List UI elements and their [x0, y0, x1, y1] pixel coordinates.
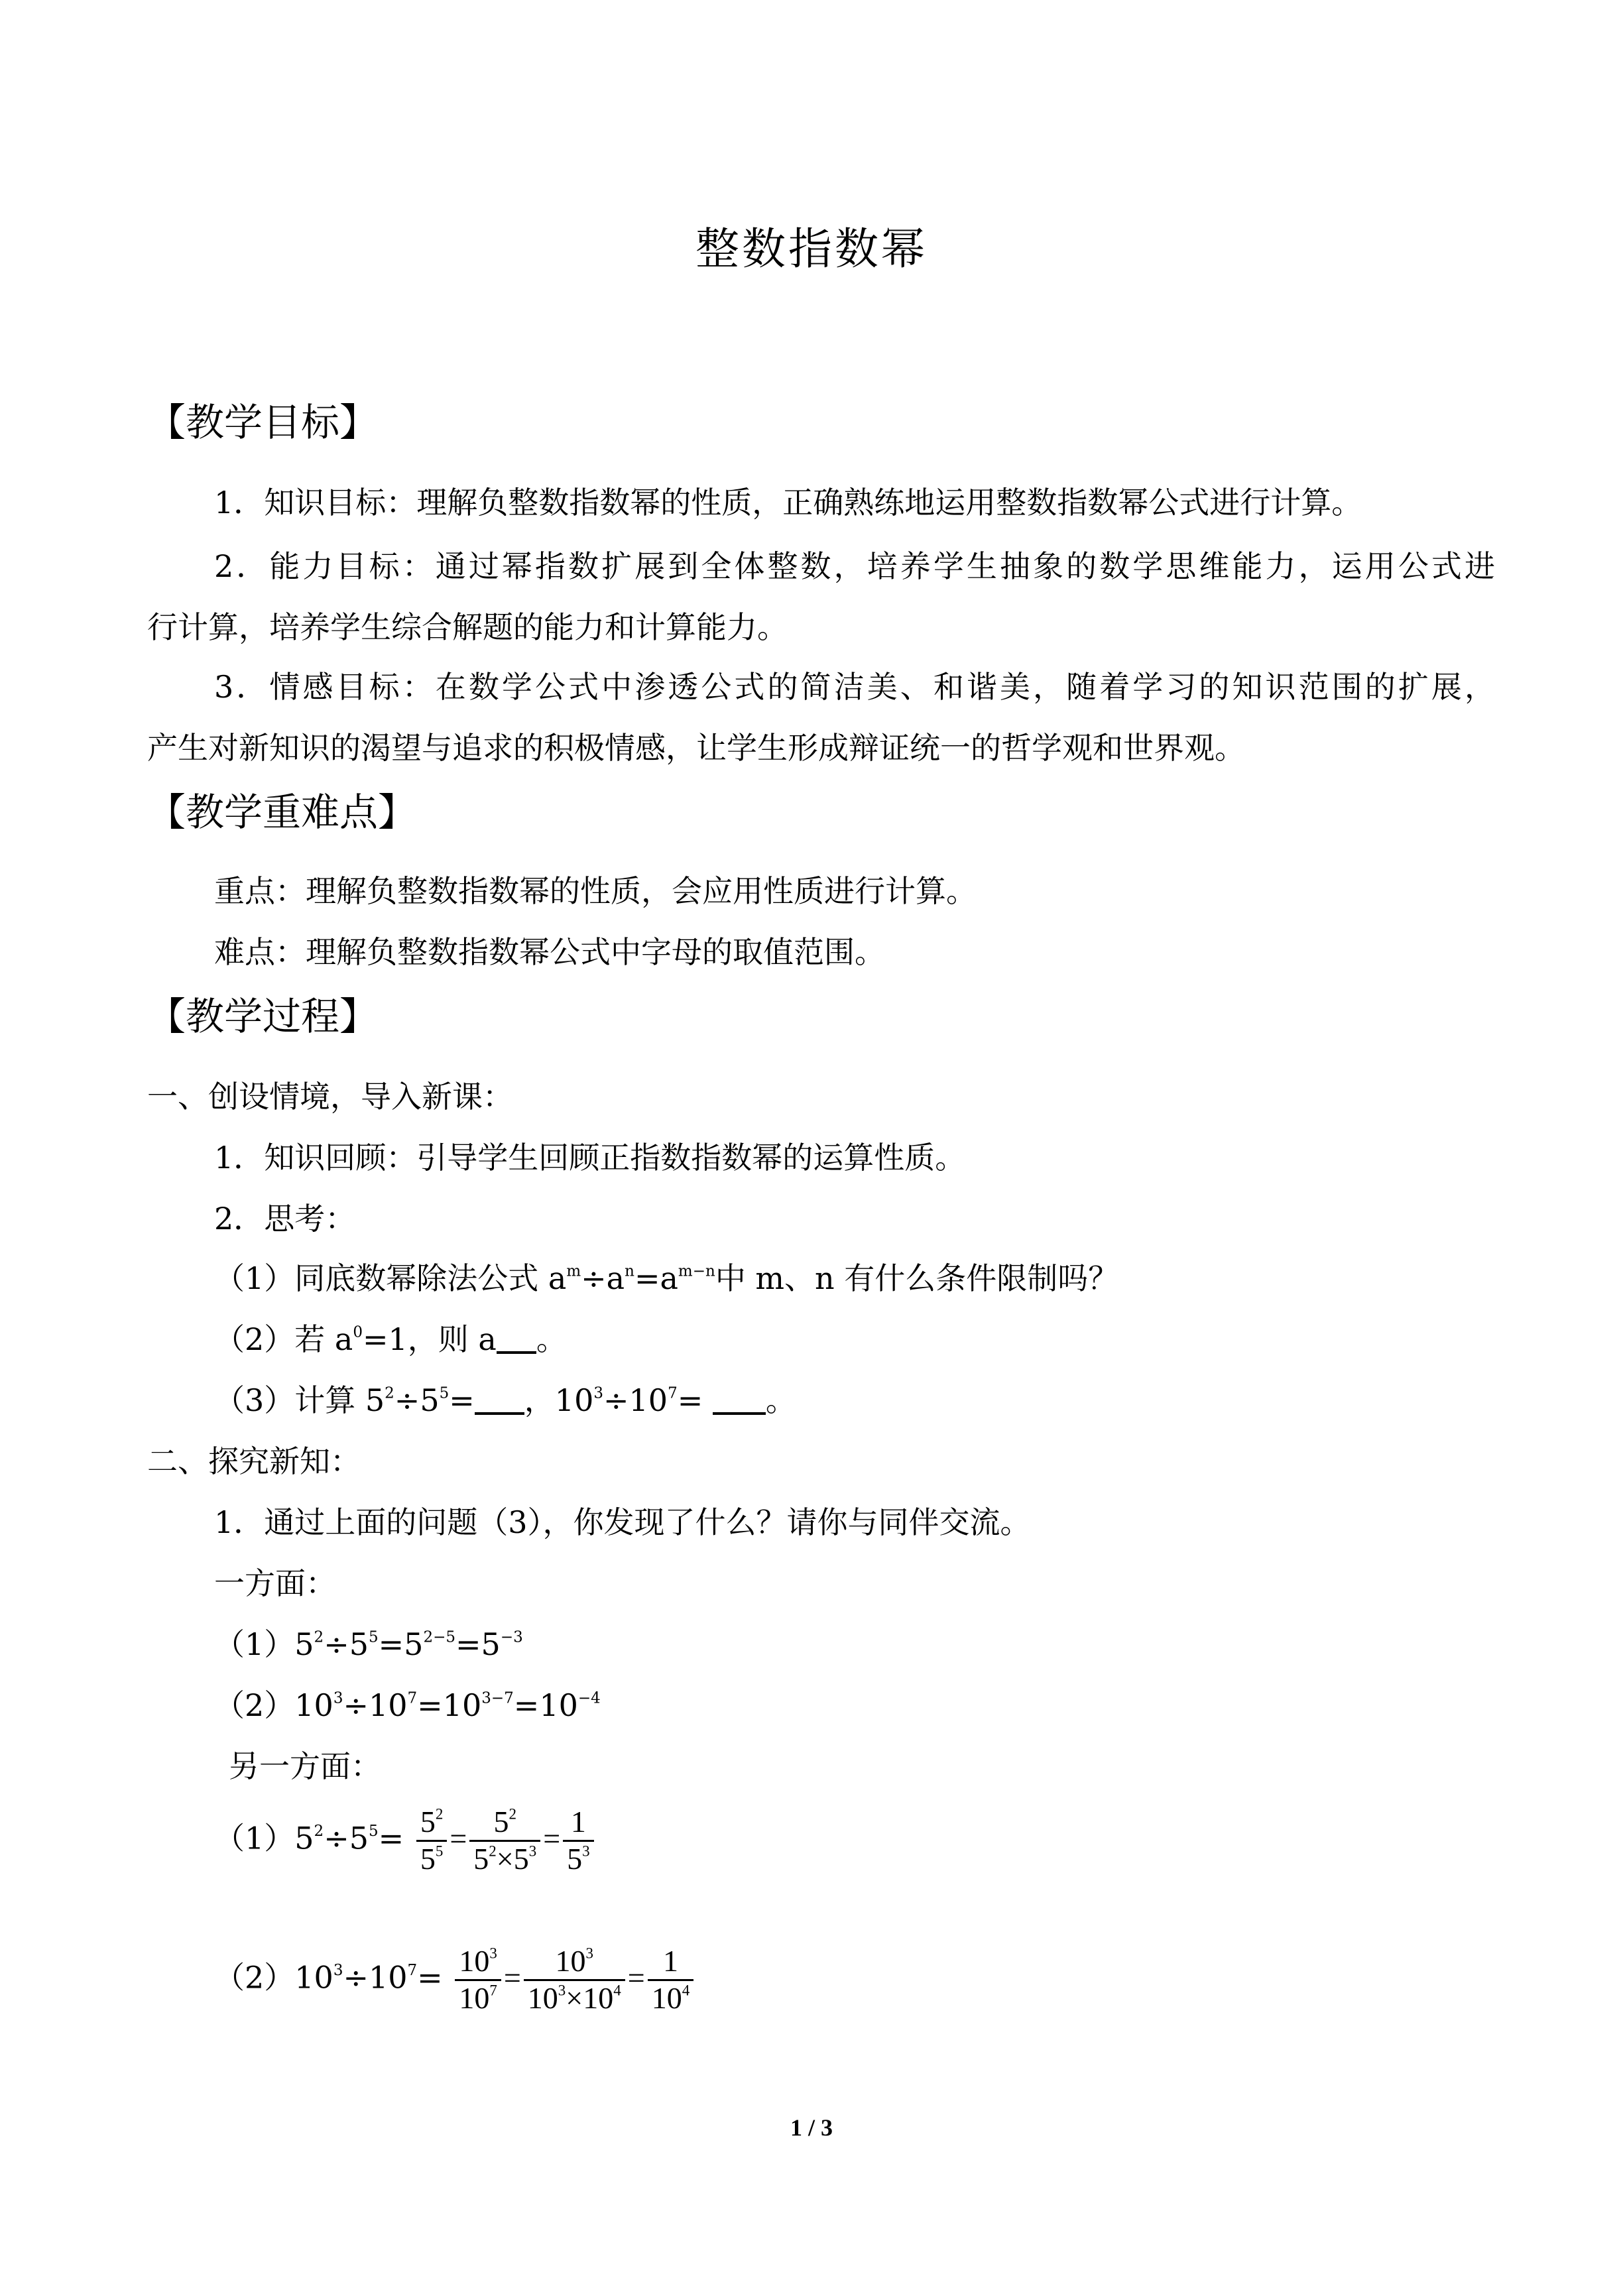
part-one-heading: 一、创设情境，导入新课： [147, 1079, 513, 1115]
page-number: 1 / 3 [790, 2114, 833, 2141]
question-2: （2）若 $a^0=1$，则 a 。 [214, 1321, 567, 1357]
objective-knowledge: 1．知识目标：理解负整数指数幂的性质，正确熟练地运用整数指数幂公式进行计算。 [214, 485, 1362, 520]
key-point: 重点：理解负整数指数幂的性质，会应用性质进行计算。 [214, 873, 977, 909]
fraction: $\frac{1}{10^4}$ [648, 1944, 694, 2016]
aspect-one-eq-2: $(2)10^3\div 10^7=10^{3-7}=10^{-4}$ [214, 1687, 601, 1723]
fraction: $\frac{1}{5^3}$ [563, 1805, 594, 1877]
fraction: $\frac{10^3}{10^3\times 10^4}$ [524, 1944, 625, 2016]
aspect-one-label: 一方面： [214, 1565, 336, 1601]
part-two-heading: 二、探究新知： [147, 1443, 361, 1479]
section-heading-keypoints: 【教学重难点】 [147, 790, 417, 835]
objective-ability-line1: 2．能力目标：通过幂指数扩展到全体整数，培养学生抽象的数学思维能力，运用公式进 [214, 548, 1495, 584]
fraction: $\frac{5^2}{5^5}$ [416, 1805, 448, 1877]
think-label: 2．思考： [214, 1201, 356, 1237]
question-3: （3）计算 $5^2\div 5^5=$ ，$10^3\div 10^7=$ 。 [214, 1382, 796, 1418]
fraction: $\frac{10^3}{10^7}$ [455, 1944, 501, 2016]
answer-blank[interactable] [713, 1382, 766, 1415]
objective-ability-line2: 行计算，培养学生综合解题的能力和计算能力。 [147, 609, 788, 645]
answer-blank[interactable] [475, 1382, 524, 1415]
knowledge-review: 1．知识回顾：引导学生回顾正指数指数幂的运算性质。 [214, 1140, 966, 1176]
section-heading-objectives: 【教学目标】 [147, 400, 379, 445]
aspect-two-label: 另一方面： [229, 1748, 381, 1784]
section-heading-process: 【教学过程】 [147, 994, 379, 1039]
discover-prompt: 1．通过上面的问题（3），你发现了什么？请你与同伴交流。 [214, 1504, 1031, 1540]
page-title: 整数指数幂 [695, 223, 928, 274]
aspect-two-eq-2: $(2)10^3\div 10^7=$ $\frac{10^3}{10^7}$ = $\frac{10^3}{10^3\times 10^4}$ = $\frac{1}{10^4}$ [214, 1944, 696, 2016]
question-1: （1）同底数幂除法公式 $a^m\div a^n=a^{m-n}$中 m、n 有什么条件限制吗？ [214, 1260, 1119, 1296]
objective-emotion-line1: 3．情感目标：在数学公式中渗透公式的简洁美、和谐美，随着学习的知识范围的扩展， [214, 669, 1495, 705]
aspect-two-eq-1: $(1)5^2\div 5^5=$ $\frac{5^2}{5^5}$ = $\frac{5^2}{5^2\times 5^3}$ = $\frac{1}{5^3}$ [214, 1805, 597, 1877]
objective-emotion-line2: 产生对新知识的渴望与追求的积极情感，让学生形成辩证统一的哲学观和世界观。 [147, 730, 1245, 766]
answer-blank[interactable] [497, 1321, 536, 1354]
aspect-one-eq-1: $(1)5^2\div 5^5=5^{2-5}=5^{-3}$ [214, 1626, 523, 1662]
fraction: $\frac{5^2}{5^2\times 5^3}$ [469, 1805, 540, 1877]
difficult-point: 难点：理解负整数指数幂公式中字母的取值范围。 [214, 934, 885, 970]
